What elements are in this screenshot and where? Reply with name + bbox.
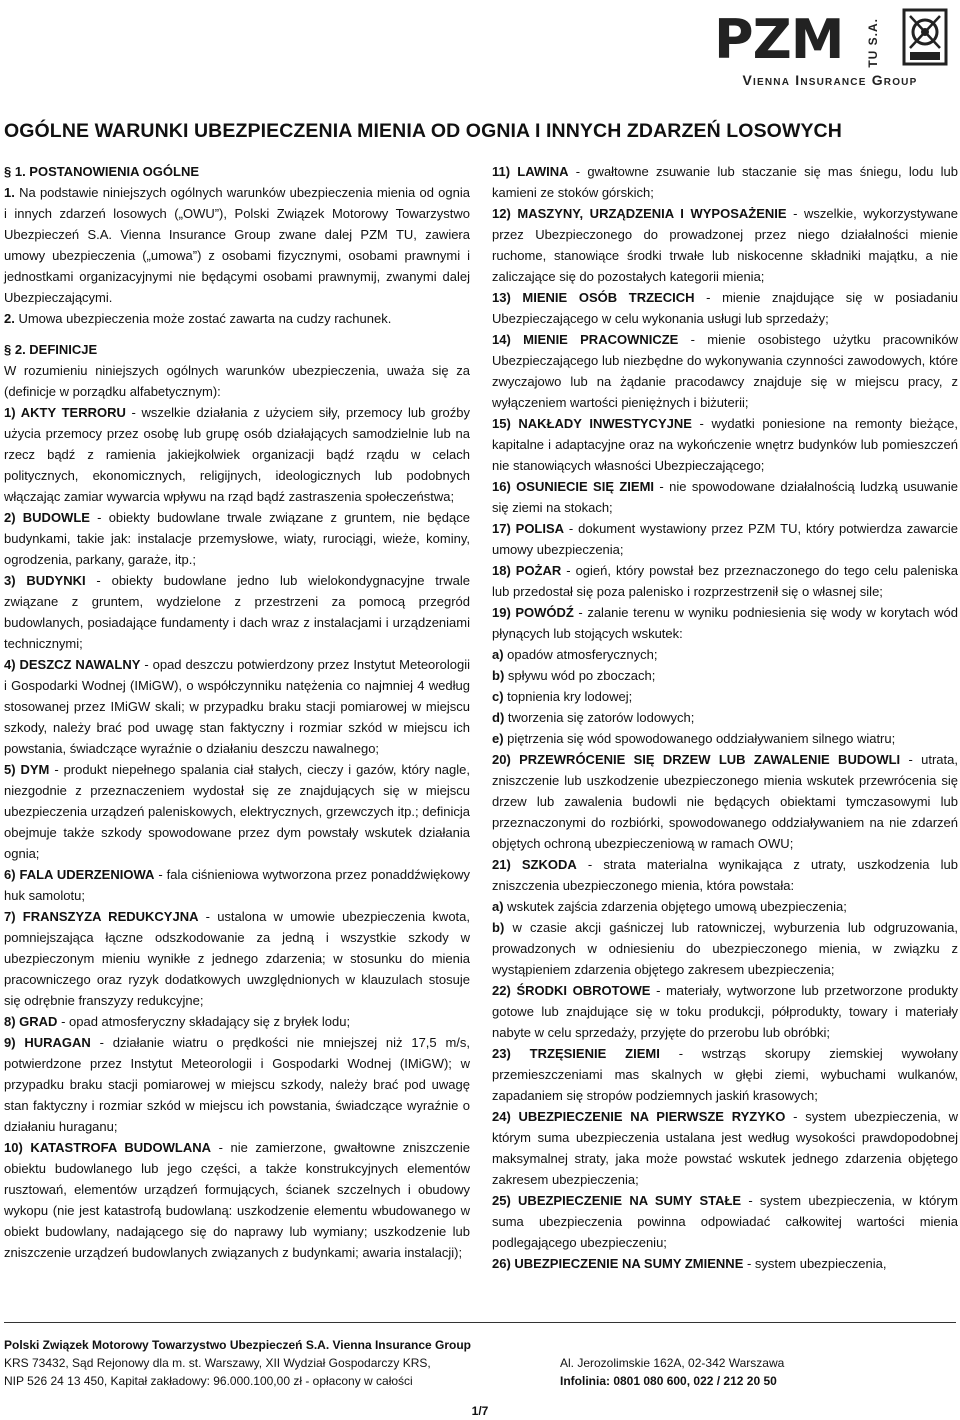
item-text: - mienie osobistego użytku pracowników Ubezpieczającego lub niezbędne do wykonywania czynności zawodowych, które zwyczajowo lub na żądanie pracodawcy znajduje się w miejscu pracy, z wyłączeniem wartości pieniężnych i biżuterii; [492, 332, 958, 410]
item-label: 15) NAKŁADY INWESTYCYJNE [492, 416, 692, 431]
logo-suffix: TU S.A. [866, 18, 880, 68]
definition-item [4, 654, 470, 759]
item-text: - system ubezpieczenia, w którym suma ubezpieczenia ustalana jest według wysokości prawdopodobnej maksymalnej straty, jaka może powstać wskutek jednego zdarzenia objętego zakresem ubezpieczenia; [492, 1109, 958, 1187]
item-label: a) [492, 899, 504, 914]
item-label: 17) POLISA [492, 521, 565, 536]
item-text: Na podstawie niniejszych ogólnych warunków ubezpieczenia mienia od ognia i innych zdarzeń losowych („OWU”), Polski Związek Motorowy Towarzystwo Ubezpieczeń S.A. Vienna Insurance Group zwane dalej PZM TU, zawiera umowy ubezpieczenia („umowa”) z osobami fizycznymi, osobami prawnymi i jednostkami organizacyjnymi nie będącymi osobami prawnymij, zwanymi dalej Ubezpieczającymi. [4, 185, 470, 305]
definition-item [492, 728, 958, 749]
definition-item [4, 906, 470, 1011]
item-text: Umowa ubezpieczenia może zostać zawarta na cudzy rachunek. [14, 311, 392, 326]
item-label: b) [492, 668, 505, 683]
definition-item [4, 1011, 470, 1032]
item-label: 2. [4, 311, 15, 326]
definition-item [492, 749, 958, 854]
footer-contact [560, 1354, 784, 1390]
item-text: - system ubezpieczenia, [743, 1256, 887, 1271]
footer-krs: KRS 73432, Sąd Rejonowy dla m. st. Warszawy, XII Wydział Gospodarczy KRS, [4, 1356, 431, 1370]
item-label: 20) PRZEWRÓCENIE SIĘ DRZEW LUB ZAWALENIE BUDOWLI [492, 752, 901, 767]
item-text: - dokument wystawiony przez PZM TU, który potwierdza zawarcie umowy ubezpieczenia; [492, 521, 959, 557]
definition-item [492, 161, 958, 203]
footer-address: Al. Jerozolimskie 162A, 02-342 Warszawa [560, 1356, 785, 1370]
item-text: topnienia kry lodowej; [503, 689, 633, 704]
definition-item [492, 980, 958, 1043]
section-heading: § 2. DEFINICJE [4, 342, 98, 357]
definition-item [492, 413, 958, 476]
item-label: c) [492, 689, 504, 704]
item-text: - nie spowodowane działalnością ludzką usuwanie się ziemi na stokach; [492, 479, 959, 515]
footer-company-info [4, 1336, 471, 1390]
item-label: 19) POWÓDŹ [492, 605, 574, 620]
definition-item [4, 1137, 470, 1263]
definition-item [492, 1190, 958, 1253]
definition-item [492, 560, 958, 602]
definition-item [492, 329, 958, 413]
item-label: 12) MASZYNY, URZĄDZENIA I WYPOSAŻENIE [492, 206, 787, 221]
item-text: - opad deszczu potwierdzony przez Instytut Meteorologii i Gospodarki Wodnej (IMiGW), o współczynniku natężenia co najmniej 4 według stosowanej przez IMiGW skali; w przypadku braku stacji pomiarowej w miejscu szkody, należy brać pod uwagę stan faktyczny i rozmiar szkód w miejscu ich powstania, świadczące wyraźnie o działaniu deszczu nawalnego; [4, 657, 470, 756]
item-text: - obiekty budowlane trwale związane z gruntem, nie będące budynkami, takie jak: instalacje przemysłowe, wiaty, rurociągi, wieże, kominy, ogrodzenia, parkany, garaże, itp.; [4, 510, 470, 567]
item-label: 5) DYM [4, 762, 50, 777]
item-label: 2) BUDOWLE [4, 510, 90, 525]
definition-item [492, 203, 958, 287]
definition-item [492, 1106, 958, 1190]
item-label: 1. [4, 185, 15, 200]
item-label: 26) UBEZPIECZENIE NA SUMY ZMIENNE [492, 1256, 744, 1271]
definition-item [4, 570, 470, 654]
item-text: - opad atmosferyczny składający się z bryłek lodu; [57, 1014, 351, 1029]
item-label: 14) MIENIE PRACOWNICZE [492, 332, 679, 347]
item-text: - gwałtowne zsuwanie lub staczanie się mas śniegu, lodu lub kamieni ze stoków górskich; [492, 164, 958, 200]
logo-brand: PZM [714, 8, 844, 71]
definition-item [492, 917, 958, 980]
section-heading: § 1. POSTANOWIENIA OGÓLNE [4, 164, 200, 179]
item-text: - ustalona w umowie ubezpieczenia kwota, pomniejszająca łączne odszkodowanie za jedną i wszystkie szkody w ubezpieczonym mieniu wynikłe z jednego zdarzenia; w stosunku do mienia pracowniczego oraz ryzyk dodatkowych uwzględnionych w klauzulach stosuje się odrębnie franszyzy redukcyjne; [4, 909, 470, 1008]
item-label: a) [492, 647, 504, 662]
definition-item [492, 644, 958, 665]
item-label: 3) BUDYNKI [4, 573, 86, 588]
item-text: - wszelkie działania z użyciem siły, przemocy lub groźby użycia przemocy przez osobę lub grupę osób działających samodzielnie lub na rzecz bądź z ramienia jakiejkolwiek organizacji bądź rządu w celach politycznych, ekonomicznych, religijnych, ideologicznych lub podobnych włączając zamiar wywarcia wpływu na rząd bądź zastraszenia społeczeństwa; [4, 405, 470, 504]
definition-item [492, 1253, 958, 1274]
item-label: 24) UBEZPIECZENIE NA PIERWSZE RYZYKO [492, 1109, 786, 1124]
item-label: 6) FALA UDERZENIOWA [4, 867, 155, 882]
item-label: 7) FRANSZYZA REDUKCYJNA [4, 909, 199, 924]
item-text: - system ubezpieczenia, w którym suma ubezpieczenia powinna odpowiadać całkowitej wartości mienia podlegającego ubezpieczeniu; [492, 1193, 958, 1250]
item-text: - wszelkie, wykorzystywane przez Ubezpieczonego do prowadzonej przez niego działalności mienie ruchome, stanowiące środki trwałe lub niskocenne składniki majątku, a nie zaliczające się do pozostałych kategorii mienia; [492, 206, 958, 284]
item-label: 11) LAWINA [492, 164, 569, 179]
item-text: wskutek zajścia zdarzenia objętego umową ubezpieczenia; [503, 899, 847, 914]
footer-nip: NIP 526 24 13 450, Kapitał zakładowy: 96.000.100,00 zł - opłacony w całości [4, 1374, 413, 1388]
footer-infolinia: Infolinia: 0801 080 600, 022 / 212 20 50 [560, 1374, 777, 1388]
item-text: - nie zamierzone, gwałtowne zniszczenie obiektu budowlanego lub jego części, a także konstrukcyjnych elementów rusztowań, elementów urządzeń formujących, ścianek szczelnych i obudowy wykopu (nie jest katastrofą budowlaną: uszkodzenie elementu wbudowanego w obiekt budowlany, nadającego się do naprawy lub wymiany; uszkodzenie lub zniszczenie urządzeń budowlanych związanych z budynkami; awaria instalacji); [4, 1140, 470, 1260]
item-label: 10) KATASTROFA BUDOWLANA [4, 1140, 212, 1155]
left-column [4, 161, 470, 1263]
definition-item [4, 402, 470, 507]
item-label: 13) MIENIE OSÓB TRZECICH [492, 290, 695, 305]
item-label: 22) ŚRODKI OBROTOWE [492, 983, 651, 998]
item-label: 1) AKTY TERRORU [4, 405, 126, 420]
paragraph: W rozumieniu niniejszych ogólnych warunków ubezpieczenia, uważa się za (definicje w porządku alfabetycznym): [4, 363, 470, 399]
definition-item [4, 1032, 470, 1137]
pzm-logo [706, 4, 954, 96]
item-text: - mienie znajdujące się w posiadaniu Ubezpieczającego w celu wykonania usługi lub sprzedaży; [492, 290, 958, 326]
wheel-emblem-icon [902, 8, 948, 66]
item-text: - zalanie terenu w wyniku podniesienia się wody w korytach wód płynących lub stojących wskutek: [492, 605, 958, 641]
item-text: - wstrząs skorupy ziemskiej wywołany przemieszczeniami mas skalnych w głębi ziemi, wybuchami wulkanów, zapadaniem się stropów podziemnych jaskiń krasowych; [492, 1046, 958, 1103]
item-text: tworzenia się zatorów lodowych; [504, 710, 695, 725]
item-label: 4) DESZCZ NAWALNY [4, 657, 141, 672]
item-text: - fala ciśnieniowa wytworzona przez ponaddźwiękowy huk samolotu; [4, 867, 470, 903]
definition-item [492, 707, 958, 728]
item-text: - wydatki poniesione na remonty bieżące, kapitalne i adaptacyjne oraz na wykończenie wnętrz budynków lub pomieszczeń nie stanowiących własności Ubezpieczającego; [492, 416, 958, 473]
item-label: 8) GRAD [4, 1014, 58, 1029]
definition-item [4, 182, 470, 308]
item-label: 25) UBEZPIECZENIE NA SUMY STAŁE [492, 1193, 742, 1208]
definition-item [492, 287, 958, 329]
definition-item [4, 759, 470, 864]
item-text: - materiały, wytworzone lub przetworzone produkty gotowe lub znajdujące się w toku produkcji, półprodukty, towary i materiały nabyte w celu sprzedaży, przyjęte do przerobu lub obróbki; [492, 983, 958, 1040]
item-label: d) [492, 710, 505, 725]
item-text: spływu wód po zboczach; [504, 668, 656, 683]
definition-item [492, 602, 958, 644]
item-text: - utrata, zniszczenie lub uszkodzenie ubezpieczonego mienia wskutek przewrócenia się drzew lub zawalenia budowli nie będących obiektami tymczasowymi lub przeznaczonymi do rozbiórki, spowodowanego oddziaływaniem na nie zdarzeń objętych ochroną ubezpieczeniową w ramach OWU; [492, 752, 958, 851]
document-title: OGÓLNE WARUNKI UBEZPIECZENIA MIENIA OD OGNIA I INNYCH ZDARZEŃ LOSOWYCH [4, 120, 842, 142]
item-text: - strata materialna wynikająca z utraty, uszkodzenia lub zniszczenia ubezpieczonego mienia, która powstała: [492, 857, 958, 893]
item-text: - ogień, który powstał bez przeznaczonego do tego celu paleniska lub przedostał się poza palenisko i rozprzestrzenił się o własnej sile; [492, 563, 958, 599]
definition-item [492, 518, 958, 560]
definition-item [4, 308, 470, 329]
item-text: - działanie wiatru o prędkości nie mniejszej niż 17,5 m/s, potwierdzone przez Instytut Meteorologii i Gospodarki Wodnej (IMiGW); w przypadku braku stacji pomiarowej w miejscu szkody, należy brać pod uwagę stan faktyczny i rozmiar szkód w miejscu ich powstania, świadczące wyraźnie o działaniu huraganu; [4, 1035, 470, 1134]
item-label: 16) OSUNIECIE SIĘ ZIEMI [492, 479, 655, 494]
definition-item [492, 854, 958, 896]
item-label: b) [492, 920, 505, 935]
footer-company: Polski Związek Motorowy Towarzystwo Ubezpieczeń S.A. Vienna Insurance Group [4, 1338, 471, 1352]
definition-item [492, 896, 958, 917]
item-text: opadów atmosferycznych; [503, 647, 658, 662]
definition-item [4, 507, 470, 570]
logo-group-name: Vienna Insurance Group [742, 72, 918, 88]
definition-item [4, 864, 470, 906]
right-column [492, 161, 958, 1274]
item-text: piętrzenia się wód spowodowanego oddziaływaniem silnego wiatru; [503, 731, 896, 746]
item-label: 9) HURAGAN [4, 1035, 91, 1050]
item-text: - produkt niepełnego spalania ciał stałych, cieczy i gazów, który nagle, niezgodnie z przeznaczeniem wydostał się ze znajdujących się w miejscu ubezpieczenia urządzeń paleniskowych, elektrycznych, grzewczych itp.; definicja obejmuje także szkody spowodowane przez dym powstały wskutek działania ognia; [4, 762, 470, 861]
item-label: 18) POŻAR [492, 563, 562, 578]
item-label: e) [492, 731, 504, 746]
item-text: w czasie akcji gaśniczej lub ratowniczej, wyburzenia lub odgruzowania, prowadzonych w odniesieniu do ubezpieczonego mienia, w związku z wystąpieniem zdarzenia objętego zakresem ubezpieczenia; [492, 920, 958, 977]
definition-item [492, 686, 958, 707]
definition-item [492, 1043, 958, 1106]
definition-item [492, 476, 958, 518]
page-number: 1/7 [471, 1404, 489, 1418]
item-label: 23) TRZĘSIENIE ZIEMI [492, 1046, 660, 1061]
definition-item [492, 665, 958, 686]
item-text: - obiekty budowlane jedno lub wielokondygnacyjne trwale związane z gruntem, wydzielone z przestrzeni za pomocą przegród budowlanych, posiadające fundamenty i dach wraz z instalacjami i urządzeniami technicznymi; [4, 573, 470, 651]
item-label: 21) SZKODA [492, 857, 577, 872]
footer-divider [4, 1322, 956, 1323]
